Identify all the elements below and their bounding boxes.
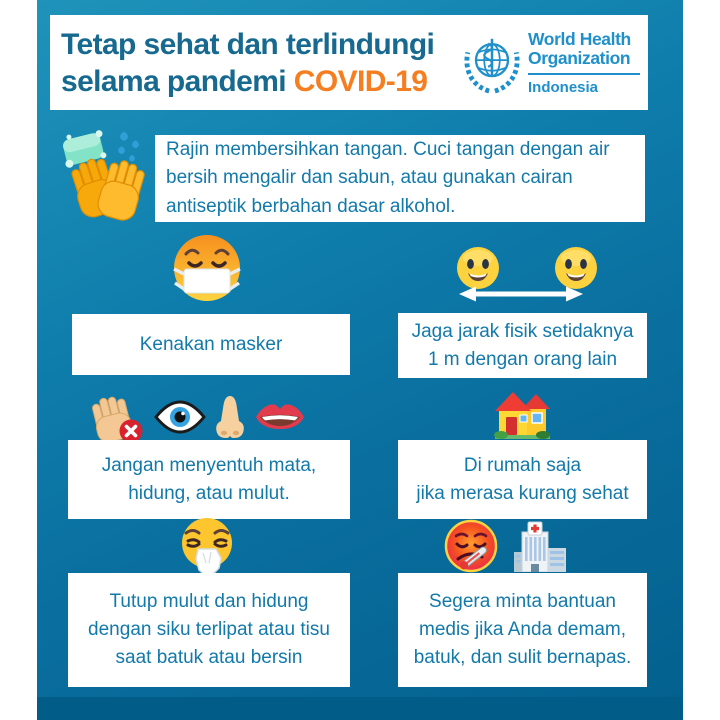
smiley-face-icon	[455, 245, 501, 291]
sick-face-thermometer-icon	[443, 518, 499, 574]
face-with-medical-mask-icon	[171, 232, 243, 304]
stay-home-card	[398, 440, 647, 519]
blue-background-panel	[37, 0, 683, 720]
eye-icon	[154, 400, 206, 434]
sneezing-face-icon	[176, 516, 238, 576]
mask-text: Kenakan masker	[139, 333, 283, 355]
cover-cough-text-line3: saat batuk atau bersin	[115, 647, 303, 668]
who-logo	[461, 30, 640, 96]
stay-home-text-line1: Di rumah saja	[463, 454, 582, 476]
distance-card	[398, 313, 647, 378]
no-touch-icons	[89, 390, 306, 444]
no-touch-text-line1: Jangan menyentuh mata,	[101, 454, 317, 476]
title-covid-highlight: COVID-19	[293, 64, 428, 98]
cover-cough-card	[68, 573, 350, 687]
distance-text-line2: 1 m dengan orang lain	[427, 348, 618, 370]
hand-hygiene-card	[155, 135, 645, 222]
who-divider	[528, 73, 640, 75]
seek-help-text-line1: Segera minta bantuan	[429, 591, 616, 612]
hand-hygiene-text: Rajin membersihkan tangan. Cuci tangan dengan air bersih mengalir dan sabun, atau gunakan cairan antiseptik berbahan dasar alkohol.	[166, 138, 610, 217]
title-line-2: selama pandemi COVID-19	[61, 64, 428, 98]
house-icon	[494, 387, 550, 441]
footer-band	[37, 697, 683, 720]
title-line-1: Tetap sehat dan terlindungi	[61, 27, 435, 61]
cover-cough-text-line2: dengan siku terlipat atau tisu	[88, 619, 330, 640]
double-arrow-icon	[457, 286, 585, 302]
seek-help-card	[398, 573, 647, 687]
smiley-face-icon	[553, 245, 599, 291]
mouth-icon	[254, 402, 306, 432]
who-logo-text	[528, 30, 640, 96]
hospital-icon	[510, 520, 568, 572]
no-touch-card	[68, 440, 350, 519]
header-card	[50, 15, 648, 110]
who-region: Indonesia	[528, 78, 599, 96]
stay-home-text-line2: jika merasa kurang sehat	[416, 482, 629, 504]
distance-text-line1: Jaga jarak fisik setidaknya	[411, 320, 634, 342]
no-touch-text-line2: hidung, atau mulut.	[128, 482, 290, 504]
hand-stop-icon	[89, 390, 145, 444]
mask-card	[72, 314, 350, 375]
who-emblem-icon	[461, 32, 523, 94]
page-title	[61, 26, 434, 100]
washing-hands-with-soap-icon	[58, 126, 158, 226]
seek-help-text-line2: medis jika Anda demam,	[419, 619, 626, 640]
who-name: World Health Organization	[528, 28, 631, 68]
cover-cough-text-line1: Tutup mulut dan hidung	[109, 591, 309, 612]
nose-icon	[215, 393, 245, 441]
seek-help-text-line3: batuk, dan sulit bernapas.	[413, 647, 632, 668]
